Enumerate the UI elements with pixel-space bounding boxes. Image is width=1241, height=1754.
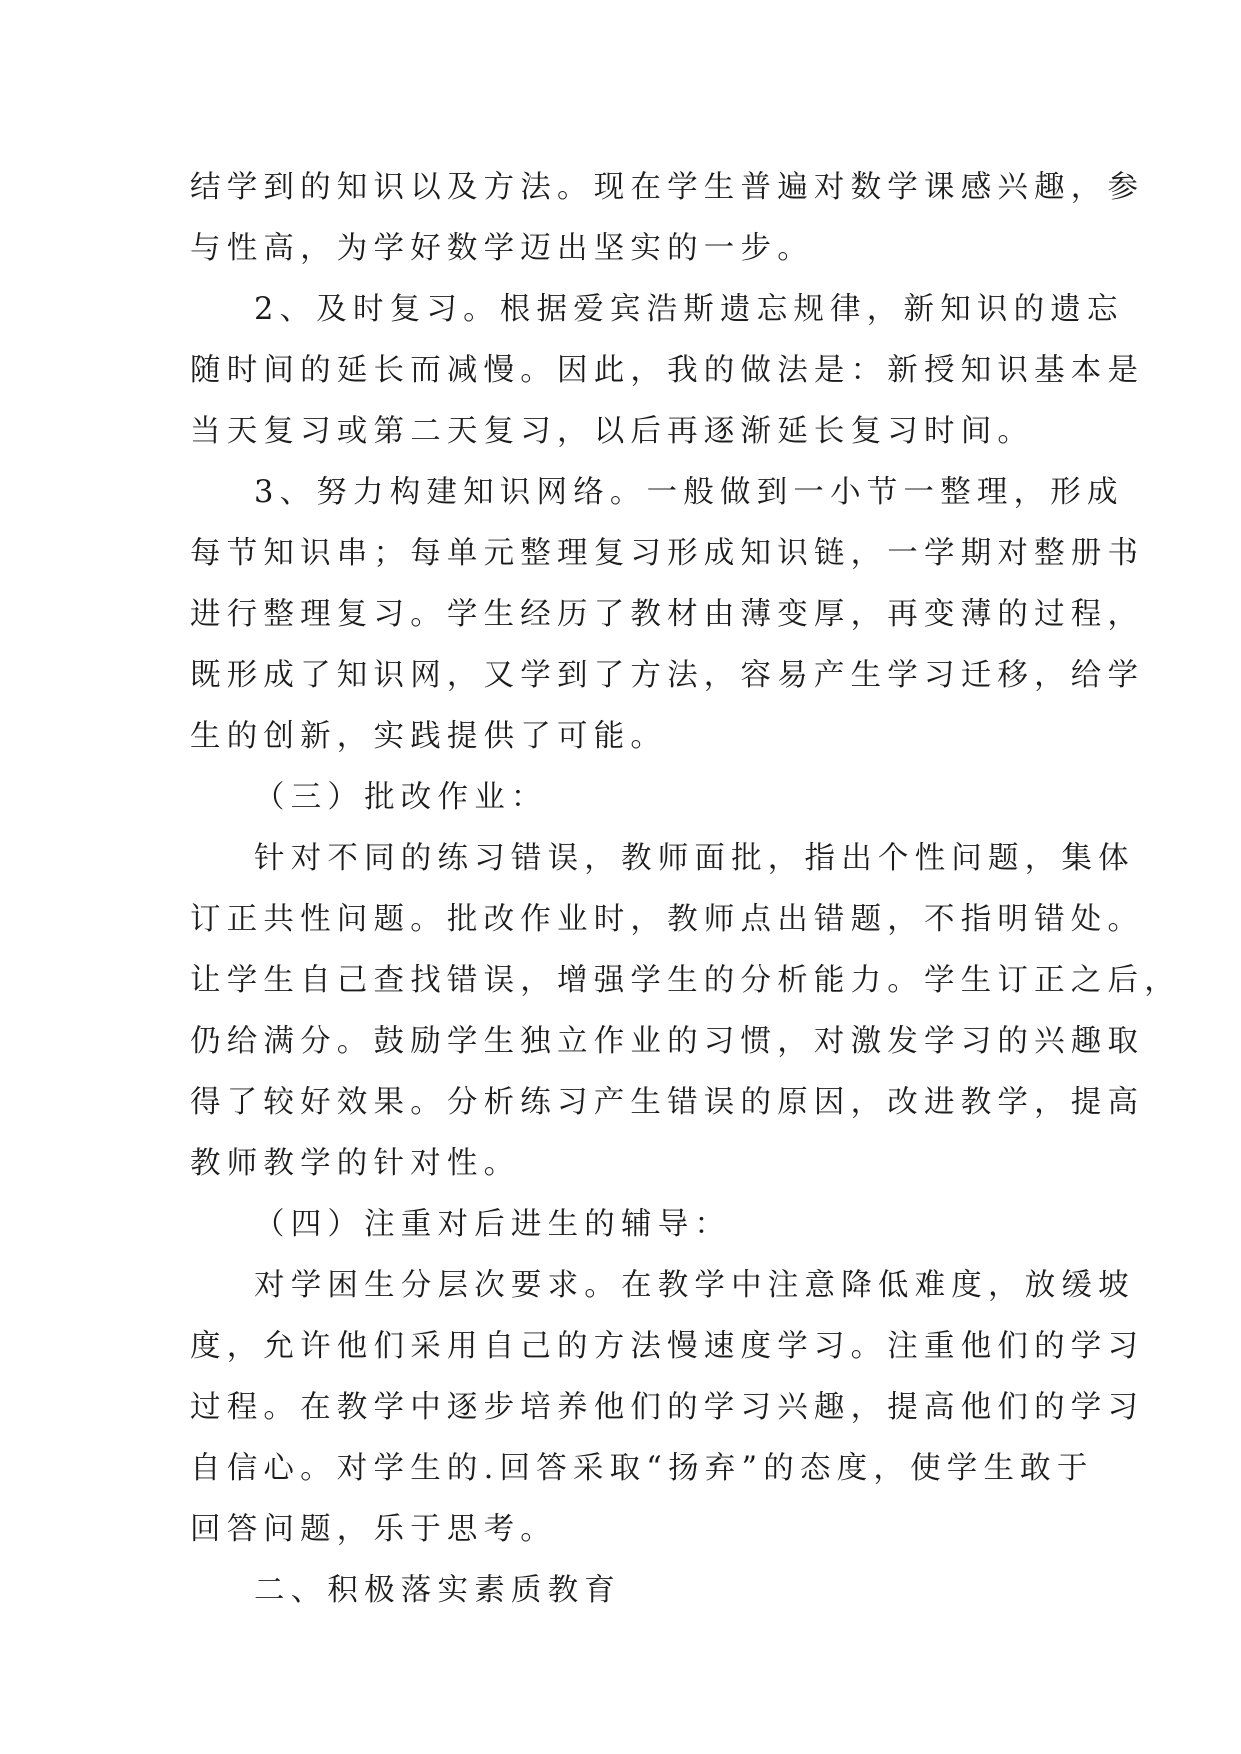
section-heading: （三）批改作业： (254, 780, 548, 815)
section-heading: 二、积极落实素质教育 (254, 1573, 621, 1608)
text-line: 订正共性问题。批改作业时，教师点出错题，不指明错处。 (190, 902, 1145, 937)
text-line: 得了较好效果。分析练习产生错误的原因，改进教学，提高 (190, 1085, 1145, 1120)
text-line: 3、努力构建知识网络。一般做到一小节一整理，形成 (254, 475, 1124, 510)
text-line: 度，允许他们采用自己的方法慢速度学习。注重他们的学习 (190, 1329, 1145, 1364)
text-line: 随时间的延长而减慢。因此，我的做法是：新授知识基本是 (190, 353, 1145, 388)
text-line: 教师教学的针对性。 (190, 1146, 521, 1181)
text-line: 对学困生分层次要求。在教学中注意降低难度，放缓坡 (254, 1268, 1135, 1303)
text-line: 既形成了知识网，又学到了方法，容易产生学习迁移，给学 (190, 658, 1145, 693)
text-line: 自信心。对学生的.回答采取“扬弃”的态度，使学生敢于 (190, 1451, 1094, 1486)
text-line: 过程。在教学中逐步培养他们的学习兴趣，提高他们的学习 (190, 1390, 1145, 1425)
text-line: 仍给满分。鼓励学生独立作业的习惯，对激发学习的兴趣取 (190, 1024, 1145, 1059)
text-line: 生的创新，实践提供了可能。 (190, 719, 668, 754)
text-line: 2、及时复习。根据爱宾浩斯遗忘规律，新知识的遗忘 (254, 292, 1124, 327)
text-line: 进行整理复习。学生经历了教材由薄变厚，再变薄的过程， (190, 597, 1145, 632)
text-line: 结学到的知识以及方法。现在学生普遍对数学课感兴趣，参 (190, 170, 1145, 205)
text-line: 每节知识串；每单元整理复习形成知识链，一学期对整册书 (190, 536, 1145, 571)
text-line: 让学生自己查找错误，增强学生的分析能力。学生订正之后， (190, 963, 1181, 998)
text-line: 针对不同的练习错误，教师面批，指出个性问题，集体 (254, 841, 1135, 876)
section-heading: （四）注重对后进生的辅导： (254, 1207, 732, 1242)
document-body (190, 157, 1181, 1621)
text-line: 与性高，为学好数学迈出坚实的一步。 (190, 231, 814, 266)
text-line: 回答问题，乐于思考。 (190, 1512, 557, 1547)
text-line: 当天复习或第二天复习，以后再逐渐延长复习时间。 (190, 414, 1035, 449)
